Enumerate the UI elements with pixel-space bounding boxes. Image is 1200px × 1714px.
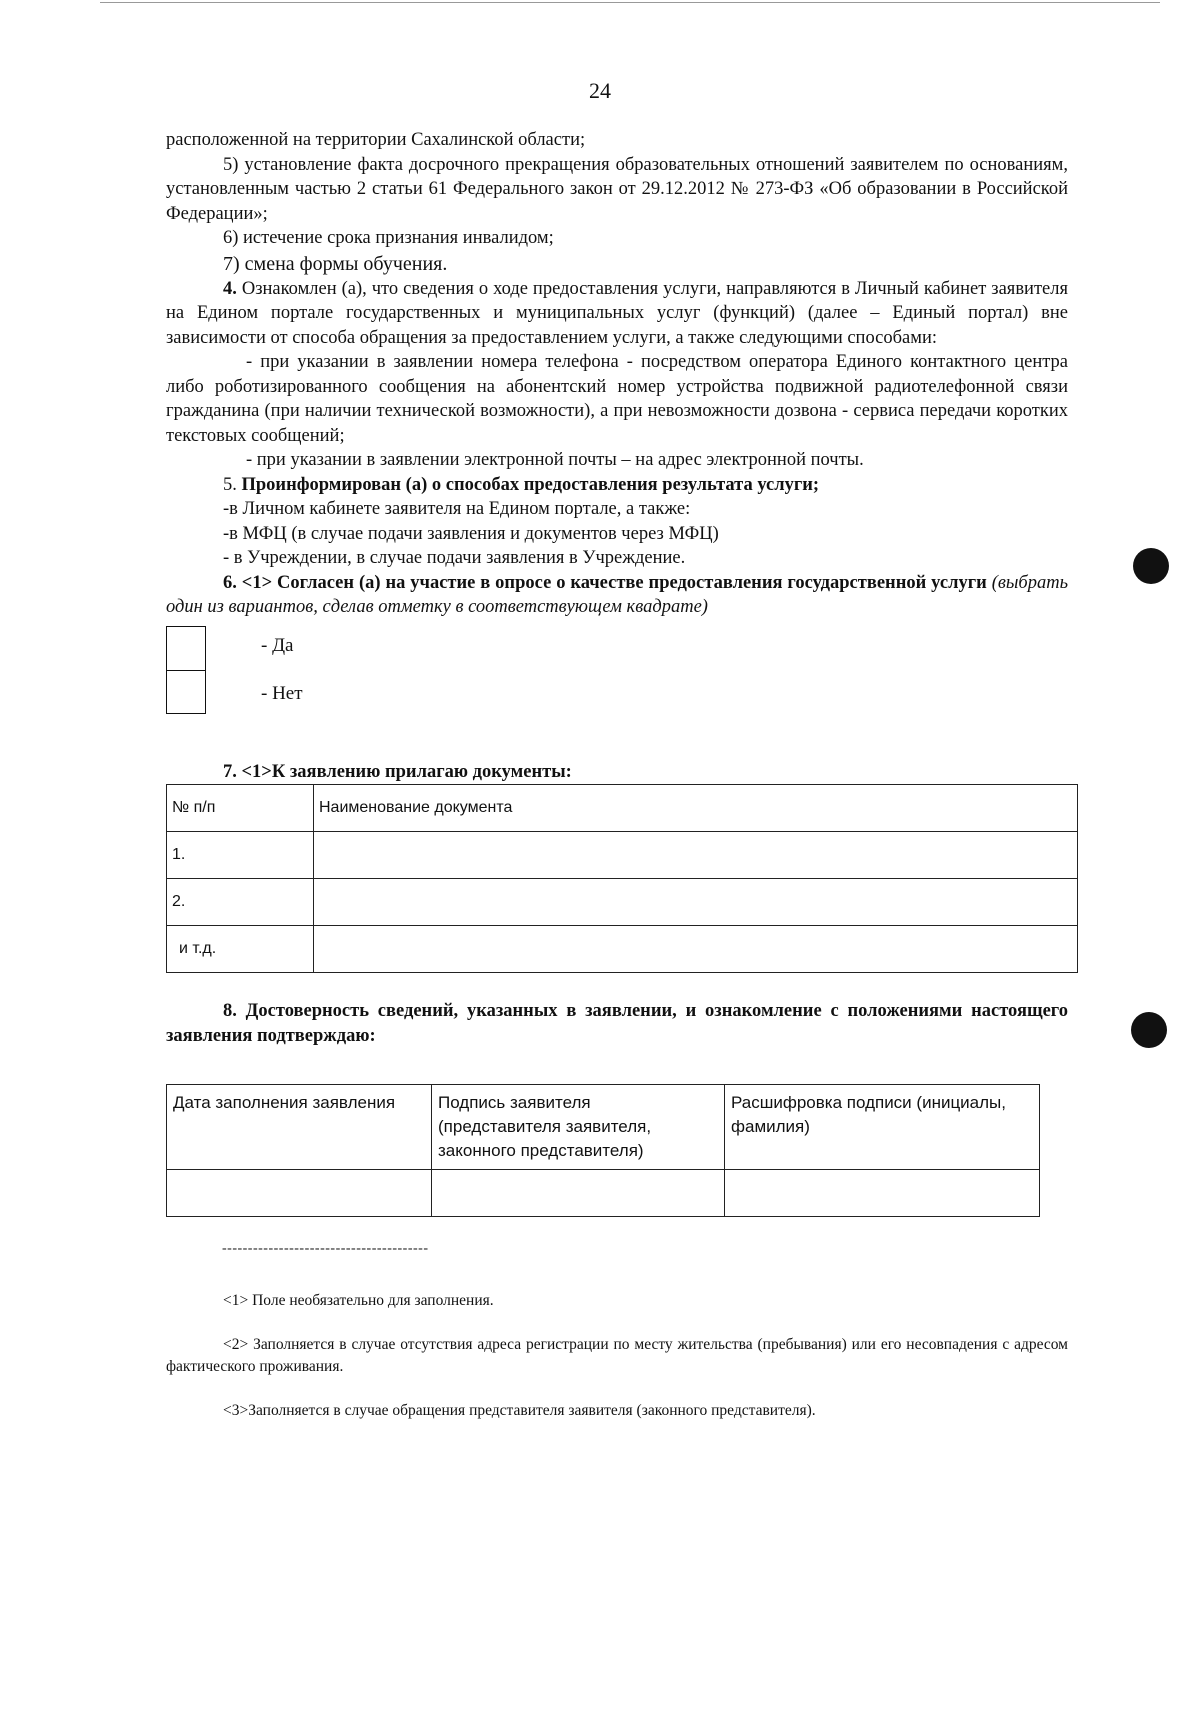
date-field[interactable] <box>167 1170 432 1217</box>
signature-header-row <box>167 1085 1040 1170</box>
section-5-option-b: -в МФЦ (в случае подачи заявления и документов через МФЦ) <box>223 523 719 544</box>
footnote-2: <2> Заполняется в случае отсутствия адреса регистрации по месту жительства (пребывания) или его несовпадения с адресом фактического проживания. <box>166 1335 1068 1375</box>
name-field[interactable] <box>725 1170 1040 1217</box>
section-5-number: 5. <box>223 474 237 495</box>
document-name-cell[interactable] <box>314 832 1078 879</box>
col-header-document-name: Наименование документа <box>314 785 1078 832</box>
col-header-number: № п/п <box>167 785 314 832</box>
section-5 <box>166 473 1068 498</box>
option-no-label: - Нет <box>261 682 303 704</box>
option-yes-label: - Да <box>261 634 294 656</box>
name-header: Расшифровка подписи (инициалы, фамилия) <box>725 1085 1040 1170</box>
section-7-title: 7. <1>К заявлению прилагаю документы: <box>223 761 572 782</box>
section-5-option-a: -в Личном кабинете заявителя на Едином портале, а также: <box>223 499 691 519</box>
signature-header: Подпись заявителя (представителя заявителя, законного представителя) <box>432 1085 725 1170</box>
documents-table <box>166 784 1078 973</box>
checkbox-yes[interactable] <box>166 626 206 670</box>
date-header: Дата заполнения заявления <box>167 1085 432 1170</box>
row-number: 1. <box>167 832 314 879</box>
survey-options <box>166 624 1068 732</box>
page-number: 24 <box>589 78 611 103</box>
row-number: 2. <box>167 879 314 926</box>
footnote-3: <3>Заполняется в случае обращения представителя заявителя (законного представителя). <box>223 1401 816 1419</box>
section-5-option-c: - в Учреждении, в случае подачи заявления в Учреждение. <box>223 548 686 568</box>
row-number: и т.д. <box>167 926 314 973</box>
section-4-text: Ознакомлен (а), что сведения о ходе предоставления услуги, направляются в Личный кабинет заявителя на Едином портале государственных и муниципальных услуг (функций) (далее – Единый портал) вне зависимости от способа обращения за предоставлением услуги, а также следующими способами: <box>166 278 1068 348</box>
document-name-cell[interactable] <box>314 926 1078 973</box>
item-7: 7) смена формы обучения. <box>223 252 448 275</box>
text-line-1: расположенной на территории Сахалинской области; <box>166 130 586 150</box>
item-6: 6) истечение срока признания инвалидом; <box>223 228 554 248</box>
footnote-separator: ---------------------------------------- <box>222 1241 429 1256</box>
section-4-phone: - при указании в заявлении номера телефона - посредством оператора Единого контактного центра либо роботизированного сообщения на абонентский номер устройства подвижной радиотелефонной связи гражданина (при наличии технической возможности), а при невозможности дозвона - сервиса передачи коротких текстовых сообщений; <box>166 352 1068 446</box>
signature-field[interactable] <box>432 1170 725 1217</box>
table-row <box>167 926 1078 973</box>
document-name-cell[interactable] <box>314 879 1078 926</box>
section-5-text: Проинформирован (а) о способах предоставления результата услуги; <box>236 474 820 495</box>
section-6-note: (выбрать один из вариантов, сделав отметку в соответствующем квадрате) <box>166 572 1068 617</box>
section-8-title: 8. Достоверность сведений, указанных в заявлении, и ознакомление с положениями настоящего заявления подтверждаю: <box>166 1001 1068 1046</box>
checkbox-no[interactable] <box>166 670 206 714</box>
section-4-email: - при указании в заявлении электронной почты – на адрес электронной почты. <box>246 450 864 470</box>
section-6-text: 6. <1> Согласен (а) на участие в опросе о качестве предоставления государственной услуги <box>223 572 987 593</box>
table-row <box>167 832 1078 879</box>
section-4 <box>166 277 1068 351</box>
item-5: 5) установление факта досрочного прекращения образовательных отношений заявителем по основаниям, установленным частью 2 статьи 61 Федерального закон от 29.12.2012 № 273-ФЗ «Об образовании в Российской Федерации»; <box>166 154 1068 224</box>
table-row <box>167 879 1078 926</box>
section-4-number: 4. <box>223 278 237 299</box>
signature-table <box>166 1084 1040 1217</box>
section-6 <box>166 571 1068 620</box>
scan-edge-line <box>100 2 1160 3</box>
table-header-row <box>167 785 1078 832</box>
punch-hole-mark <box>1133 548 1169 584</box>
footnote-1: <1> Поле необязательно для заполнения. <box>223 1291 494 1309</box>
document-body <box>166 128 1068 1422</box>
punch-hole-mark <box>1131 1012 1167 1048</box>
signature-input-row <box>167 1170 1040 1217</box>
